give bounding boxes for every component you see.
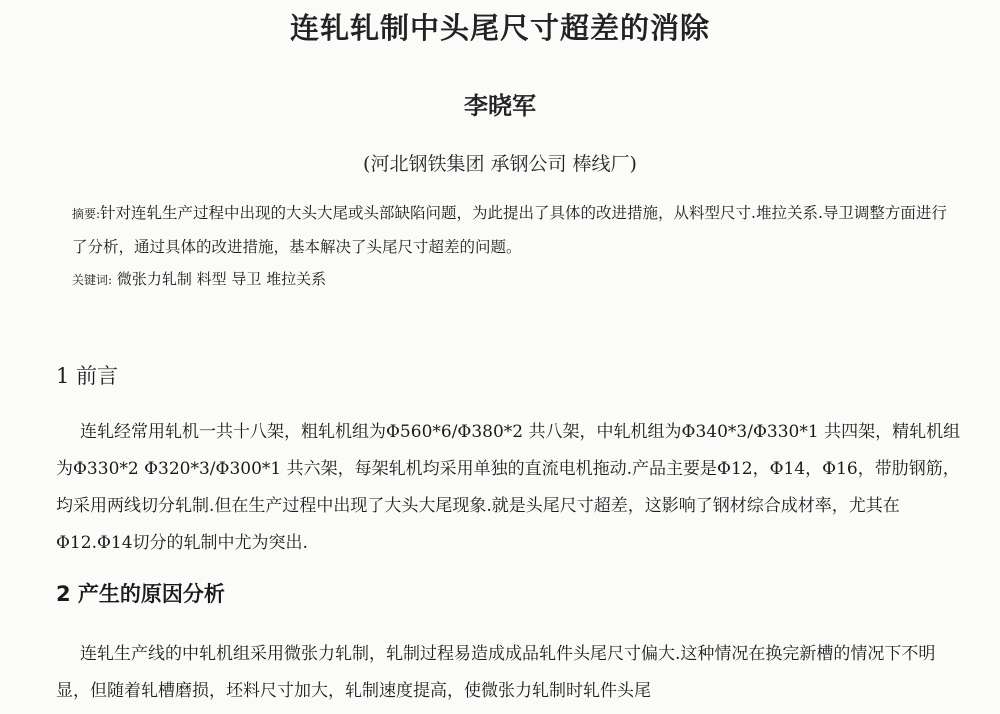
abstract	[72, 197, 962, 264]
section-1-heading: 1 前言	[56, 364, 119, 388]
abstract-text: 针对连轧生产过程中出现的大头大尾或头部缺陷问题，为此提出了具体的改进措施，从料型尺寸.堆拉关系.导卫调整方面进行了分析，通过具体的改进措施，基本解决了头尾尺寸超差的问题。	[72, 204, 947, 256]
author-name: 李晓军	[464, 92, 536, 120]
section-1-text: 连轧经常用轧机一共十八架，粗轧机组为Φ560*6/Φ380*2 共八架，中轧机组为Φ340*3/Φ330*1 共四架，精轧机组为Φ330*2 Φ320*3/Φ300*1 共六架，每架轧机均采用单独的直流电机拖动.产品主要是Φ12，Φ14，Φ16，带肋钢筋，均采用两线切分轧制.但在生产过程中出现了大头大尾现象.就是头尾尺寸超差，这影响了钢材综合成材率，尤其在Φ12.Φ14切分的轧制中尤为突出.	[56, 422, 961, 553]
paper-title: 连轧轧制中头尾尺寸超差的消除	[289, 11, 710, 45]
keywords-label: 关键词:	[72, 273, 113, 287]
keywords-text: 微张力轧制 料型 导卫 堆拉关系	[116, 270, 327, 288]
abstract-label: 摘要:	[72, 207, 101, 221]
section-2-text: 连轧生产线的中轧机组采用微张力轧制，轧制过程易造成成品轧件头尾尺寸偏大.这种情况在换完新槽的情况下不明显，但随着轧槽磨损，坯料尺寸加大，轧制速度提高，使微张力轧制时轧件头尾	[56, 644, 936, 701]
section-2-paragraph	[56, 636, 961, 710]
section-1-paragraph	[56, 414, 961, 562]
section-2-heading: 2 产生的原因分析	[56, 582, 225, 606]
keywords	[72, 268, 962, 289]
author-affiliation: (河北钢铁集团 承钢公司 棒线厂)	[363, 153, 637, 175]
